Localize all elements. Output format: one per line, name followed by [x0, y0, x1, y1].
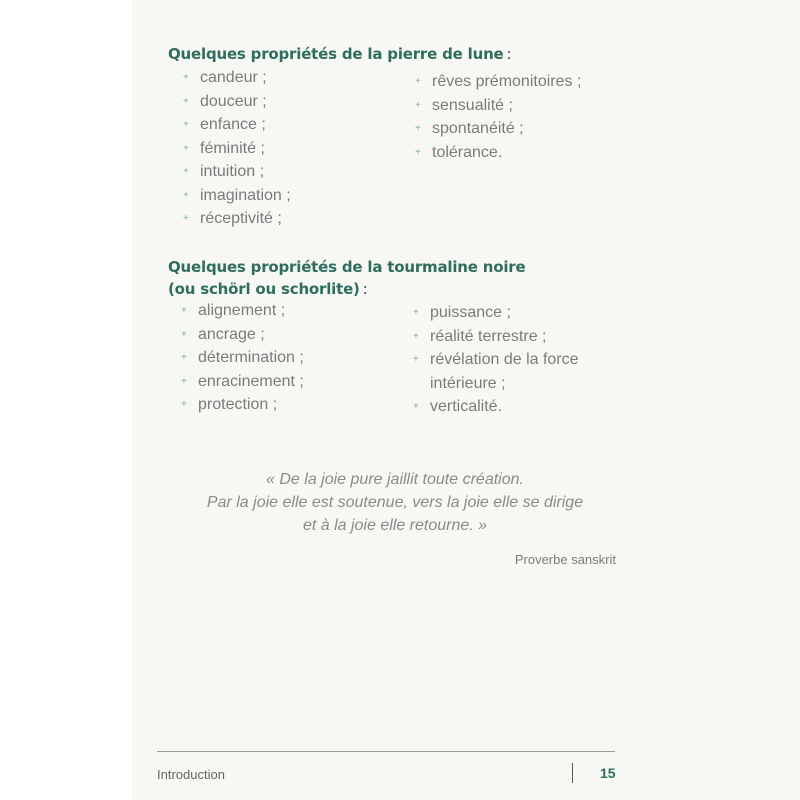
- footer-rule: [157, 751, 615, 752]
- heading-tourmaline-noire: [168, 256, 525, 300]
- list-item: + enracinement ;: [181, 370, 304, 394]
- bullet-icon: +: [415, 99, 421, 111]
- bullet-icon: +: [181, 375, 187, 387]
- list-item: + sensualité ;: [415, 94, 581, 118]
- heading-colon: :: [362, 280, 368, 298]
- quote-line: et à la joie elle retourne. »: [302, 517, 488, 534]
- list-tourmaline-left: [181, 299, 304, 417]
- list-pierre-de-lune-left: [183, 66, 291, 231]
- list-item: + spontanéité ;: [415, 117, 581, 141]
- heading-text-line2: (ou schörl ou schorlite): [168, 280, 360, 298]
- bullet-icon: +: [413, 330, 419, 342]
- bullet-icon: +: [181, 399, 187, 410]
- list-item: + révélation de la force: [413, 348, 579, 372]
- list-item: + puissance ;: [413, 301, 579, 325]
- heading-pierre-de-lune: [168, 43, 511, 65]
- list-item: + alignement ;: [181, 299, 304, 323]
- page-number: 15: [600, 765, 616, 781]
- list-item-continuation: intérieure ;: [430, 374, 506, 392]
- bullet-icon: +: [415, 146, 421, 158]
- list-item: + protection ;: [181, 393, 304, 417]
- list-item: + verticalité.: [413, 395, 579, 419]
- bullet-icon: +: [183, 142, 189, 154]
- bullet-icon: +: [415, 76, 421, 87]
- list-item: + intuition ;: [183, 160, 291, 184]
- list-item: + féminité ;: [183, 137, 291, 161]
- bullet-icon: +: [183, 119, 189, 130]
- list-item: + tolérance.: [415, 141, 581, 165]
- quote-line: Par la joie elle est soutenue, vers la joie elle se dirige: [206, 494, 584, 511]
- bullet-icon: +: [183, 72, 189, 83]
- list-item: + douceur ;: [183, 90, 291, 114]
- quote: [160, 468, 630, 537]
- list-item: + candeur ;: [183, 66, 291, 90]
- bullet-icon: +: [183, 213, 189, 224]
- bullet-icon: +: [413, 401, 419, 412]
- bullet-icon: +: [181, 328, 187, 340]
- bullet-icon: +: [183, 95, 189, 107]
- bullet-icon: +: [181, 305, 187, 316]
- heading-text-line1: Quelques propriétés de la tourmaline noire: [168, 258, 526, 276]
- bullet-icon: +: [415, 123, 421, 134]
- list-tourmaline-right: [413, 301, 579, 419]
- bullet-icon: +: [183, 189, 189, 201]
- footer-divider: [572, 763, 573, 783]
- list-pierre-de-lune-right: [415, 70, 581, 164]
- list-item: + réceptivité ;: [183, 207, 291, 231]
- quote-line: « De la joie pure jaillit toute création.: [266, 471, 524, 488]
- quote-attribution: Proverbe sanskrit: [514, 552, 616, 567]
- list-item: + imagination ;: [183, 184, 291, 208]
- list-item: + détermination ;: [181, 346, 304, 370]
- list-item: + ancrage ;: [181, 323, 304, 347]
- heading-colon: :: [506, 45, 512, 63]
- bullet-icon: +: [181, 352, 187, 363]
- list-item: + rêves prémonitoires ;: [415, 70, 581, 94]
- bullet-icon: +: [413, 307, 419, 318]
- bullet-icon: +: [413, 354, 419, 365]
- footer-section-label: Introduction: [157, 767, 225, 782]
- list-item: + enfance ;: [183, 113, 291, 137]
- list-item: + réalité terrestre ;: [413, 325, 579, 349]
- heading-text: Quelques propriétés de la pierre de lune: [168, 45, 504, 63]
- bullet-icon: +: [183, 166, 189, 177]
